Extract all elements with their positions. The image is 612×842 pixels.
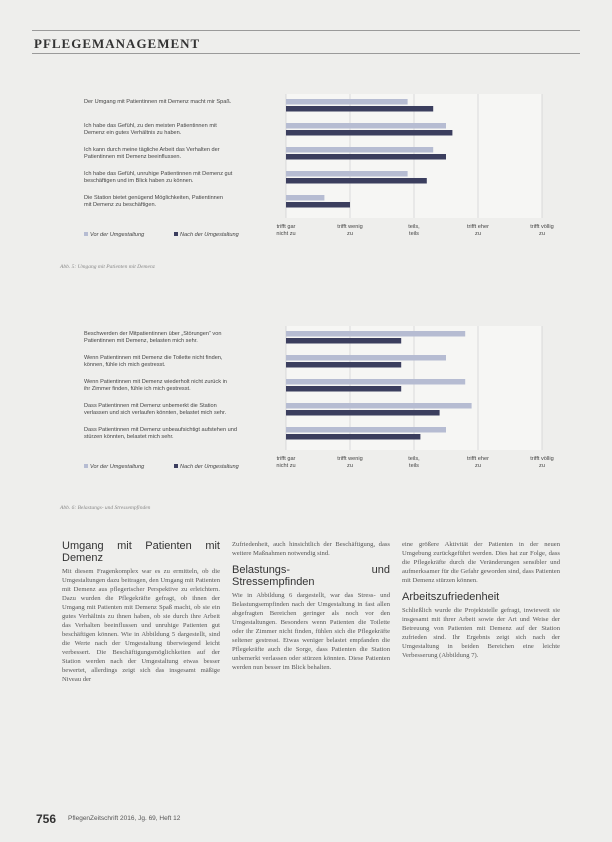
category-label — [84, 403, 227, 416]
category-label — [84, 379, 227, 392]
category-label — [84, 147, 220, 160]
article-heading-umgang: Umgang mit Patienten mit Demenz — [62, 540, 220, 564]
legend-label: Nach der Umgestaltung — [180, 232, 239, 238]
legend-swatch — [84, 232, 88, 236]
bar-vor — [286, 427, 446, 433]
category-label-line: beschäftigen und im Blick haben zu können. — [84, 178, 194, 184]
bar-vor — [286, 355, 446, 361]
x-tick-label-line: trifft gar — [276, 456, 296, 462]
bar-nach — [286, 202, 350, 208]
article-column-1 — [62, 540, 220, 684]
category-label — [84, 331, 221, 344]
article-paragraph: Mit diesem Fragenkomplex war es zu ermitteln, ob die Umgestaltungen dazu beitragen, den Umgang mit Patienten mit Demenz aus pflegerischer Perspektive zu erleichtern. Dazu wurden die Pflegekräfte gefragt, ob ihnen der Umgang mit Patienten mit Demenz Spaß macht, ob sie ein gutes Verhältnis zu ihnen haben, ob sie durch ihre Arbeit das Verhalten beeinflussen und unruhige Patienten gut beschäftigen können. Wie in Abbildung 5 dargestellt, sind die Werte nach der Umgestaltung überwiegend leicht verbessert. Die Beschäftigungsmöglichkeiten auf der Station werden nach der Umgestaltung etwas besser bewertet, allerdings zeigt sich das insgesamt mäßige Niveau der — [62, 568, 220, 683]
category-label-line: Wenn Patientinnen mit Demenz die Toilette nicht finden, — [84, 355, 223, 361]
x-tick-label-line: teils, — [408, 456, 420, 462]
category-label-line: Dass Patientinnen mit Demenz unbeaufsichtigt aufstehen und — [84, 427, 237, 433]
category-label-line: Wenn Patientinnen mit Demenz wiederholt nicht zurück in — [84, 379, 227, 385]
article-column-3 — [402, 540, 560, 660]
x-tick-label-line: trifft eher — [467, 456, 489, 462]
x-tick-label — [337, 456, 362, 469]
category-label-line: Dass Patientinnen mit Demenz unbemerkt die Station — [84, 403, 217, 409]
x-tick-label — [530, 456, 554, 469]
article-heading-belastung: Belastungs- und Stressempfinden — [232, 564, 390, 588]
bar-nach — [286, 434, 420, 440]
legend-label: Vor der Umgestaltung — [90, 464, 145, 470]
category-label — [84, 355, 223, 368]
category-label — [84, 427, 237, 440]
category-label-line: Ich kann durch meine tägliche Arbeit das Verhalten der — [84, 147, 220, 153]
section-header: PFLEGEMANAGEMENT — [34, 36, 201, 51]
bar-vor — [286, 195, 324, 201]
bar-nach — [286, 130, 452, 136]
category-label-line: verlassen und sich verlaufen könnten, belastet mich sehr. — [84, 410, 227, 416]
header-top-rule — [32, 30, 580, 31]
page-number: 756 — [36, 812, 57, 826]
category-label — [84, 171, 233, 184]
bar-nach — [286, 178, 427, 184]
x-tick-label-line: teils, — [408, 224, 420, 230]
category-label-line: Beschwerden der Mitpatientinnen über „Störungen“ von — [84, 331, 222, 337]
x-tick-label — [276, 224, 295, 237]
bar-nach — [286, 106, 433, 112]
x-tick-label-line: teils — [409, 231, 419, 237]
x-tick-label-line: trifft völlig — [530, 224, 554, 230]
category-label-line: Patientinnen mit Demenz beeinflussen. — [84, 154, 182, 160]
header-bottom-rule — [32, 53, 580, 54]
article-paragraph: Schließlich wurde die Projektstelle gefragt, inwieweit sie insgesamt mit ihrer Arbeit sowie der Art und Weise der Betreuung von Patienten mit Demenz auf der Station zufrieden sind. Ihr Ergebnis zeigt sich nach der Umgestaltung in beiden Bereichen eine leichte Verbesserung (Abbildung 7). — [402, 607, 560, 659]
article-heading-arbeitszufriedenheit: Arbeitszufriedenheit — [402, 591, 500, 603]
category-label — [84, 123, 217, 136]
x-tick-label-line: zu — [347, 231, 353, 237]
category-label — [84, 195, 223, 208]
category-label-line: Der Umgang mit Patientinnen mit Demenz macht mir Spaß. — [84, 99, 232, 105]
x-tick-label-line: zu — [475, 463, 481, 469]
category-label — [84, 99, 232, 105]
bar-nach — [286, 386, 401, 392]
x-tick-label — [467, 224, 489, 237]
bar-vor — [286, 147, 433, 153]
x-tick-label — [276, 456, 295, 469]
x-tick-label-line: zu — [347, 463, 353, 469]
bar-vor — [286, 99, 408, 105]
bar-vor — [286, 171, 408, 177]
figure-caption-1: Abb. 5: Umgang mit Patienten mit Demenz — [60, 264, 155, 270]
bar-nach — [286, 410, 440, 416]
legend-label: Vor der Umgestaltung — [90, 232, 145, 238]
x-tick-label-line: zu — [539, 231, 545, 237]
x-tick-label — [337, 224, 362, 237]
bar-vor — [286, 331, 465, 337]
legend-swatch — [84, 464, 88, 468]
x-tick-label-line: nicht zu — [276, 231, 296, 237]
x-tick-label-line: trifft wenig — [337, 456, 363, 462]
x-tick-label-line: trifft eher — [467, 224, 489, 230]
x-tick-label-line: trifft gar — [276, 224, 296, 230]
category-label-line: Patientinnen mit Demenz, belasten mich sehr. — [84, 338, 198, 344]
x-tick-label — [530, 224, 554, 237]
category-label-line: Ich habe das Gefühl, zu den meisten Patientinnen mit — [84, 123, 217, 129]
article-paragraph: eine größere Aktivität der Patienten in der neuen Umgebung zurückgeführt werden. Dies hat zur Folge, dass die Pflegekräfte durch die Veränderungen sensibler und aufmerksamer für die Gefahr geworden sind, dass Patienten mit Demenz stürzen können. — [402, 541, 560, 584]
category-label-line: Die Station bietet genügend Möglichkeiten, Patientinnen — [84, 195, 224, 201]
category-label-line: Demenz ein gutes Verhältnis zu haben. — [84, 130, 182, 136]
article-paragraph: Zufriedenheit, auch hinsichtlich der Beschäftigung, dass weitere Maßnahmen notwendig sind. — [232, 541, 390, 557]
x-tick-label — [408, 224, 420, 237]
x-tick-label-line: zu — [539, 463, 545, 469]
chart-umgang-demenz — [80, 90, 560, 268]
x-tick-label-line: nicht zu — [276, 463, 296, 469]
x-tick-label-line: zu — [475, 231, 481, 237]
bar-nach — [286, 338, 401, 344]
legend-swatch — [174, 232, 178, 236]
category-label-line: ihr Zimmer finden, fühle ich mich gestresst. — [84, 386, 191, 392]
category-label-line: mit Demenz zu beschäftigen. — [84, 202, 157, 208]
legend-label: Nach der Umgestaltung — [180, 464, 239, 470]
x-tick-label-line: teils — [409, 463, 419, 469]
category-label-line: stürzen könnten, belastet mich sehr. — [84, 434, 174, 440]
category-label-line: Ich habe das Gefühl, unruhige Patientinnen mit Demenz gut — [84, 171, 233, 177]
journal-source: PflegenZeitschrift 2016, Jg. 69, Heft 12 — [68, 815, 181, 822]
bar-vor — [286, 123, 446, 129]
category-label-line: können, fühle ich mich gestresst. — [84, 362, 166, 368]
article-paragraph: Wie in Abbildung 6 dargestellt, war das Stress- und Belastungsempfinden nach der Umgestaltung in fast allen abgefragten Bereichen geringer als noch vor den Umgestaltungen. Besonders wenn Patienten die Toilette oder ihr Zimmer nicht finden, fühlen sich die Pflegekräfte seltener gestresst. Etwas weniger belastet empfanden die Pflegekräfte auch die Sorge, dass Patienten die Station unbemerkt verlassen oder stürzen könnten. Diese Patienten werden nun besser im Blick behalten. — [232, 592, 390, 671]
bar-nach — [286, 154, 446, 160]
figure-caption-2: Abb. 6: Belastungs- und Stressempfinden — [60, 505, 151, 511]
bar-vor — [286, 379, 465, 385]
x-tick-label — [408, 456, 420, 469]
x-tick-label-line: trifft völlig — [530, 456, 554, 462]
bar-nach — [286, 362, 401, 368]
bar-vor — [286, 403, 472, 409]
chart-belastung — [80, 322, 560, 500]
article-column-2 — [232, 540, 390, 672]
x-tick-label-line: trifft wenig — [337, 224, 363, 230]
legend-swatch — [174, 464, 178, 468]
x-tick-label — [467, 456, 489, 469]
